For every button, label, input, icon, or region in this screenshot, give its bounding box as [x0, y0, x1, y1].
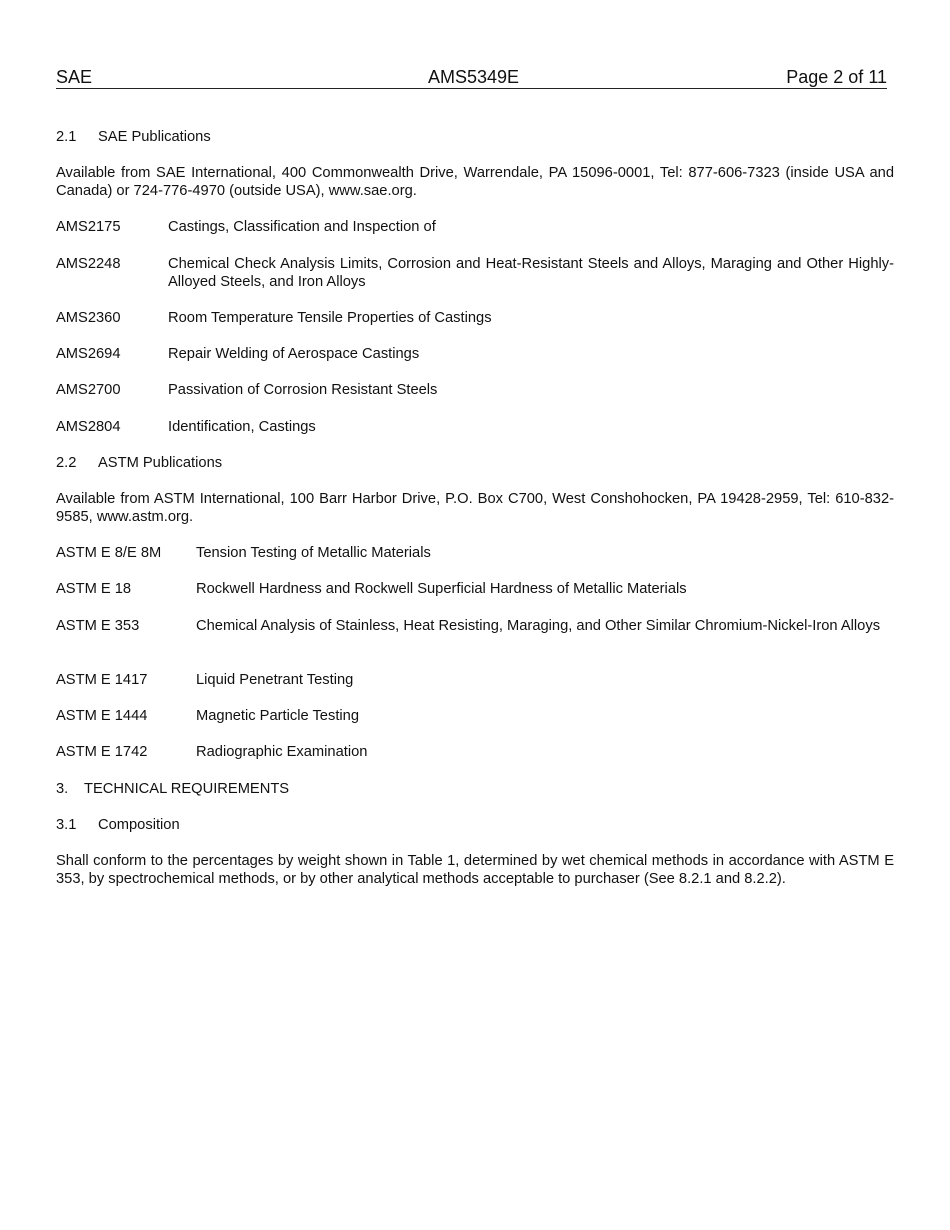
header-page-number: Page 2 of 11 [786, 67, 887, 87]
reference-code: ASTM E 1742 [56, 744, 148, 760]
reference-item [56, 581, 894, 599]
reference-item [56, 256, 894, 291]
reference-code: ASTM E 1417 [56, 672, 148, 688]
reference-title: Rockwell Hardness and Rockwell Superficial Hardness of Metallic Materials [196, 581, 687, 597]
reference-item [56, 310, 894, 328]
reference-code: AMS2248 [56, 256, 121, 272]
page-header [56, 67, 887, 89]
reference-code: AMS2175 [56, 219, 121, 235]
reference-item [56, 382, 894, 400]
astm-availability-paragraph: Available from ASTM International, 100 Barr Harbor Drive, P.O. Box C700, West Conshohocken, PA 19428-2959, Tel: 610-832-9585, www.astm.org. [56, 491, 894, 525]
reference-title: Radiographic Examination [196, 744, 368, 760]
section-number: 3.1 [56, 817, 77, 833]
reference-code: AMS2804 [56, 419, 121, 435]
reference-item [56, 618, 894, 636]
reference-code: ASTM E 18 [56, 581, 132, 597]
section-title: Composition [98, 817, 180, 833]
reference-code: ASTM E 353 [56, 618, 140, 634]
section-number: 2.1 [56, 129, 77, 145]
reference-code: AMS2360 [56, 310, 121, 326]
section-3-1-heading [56, 817, 894, 835]
header-doc-number: AMS5349E [428, 67, 520, 87]
header-org: SAE [56, 67, 93, 87]
section-title: TECHNICAL REQUIREMENTS [84, 781, 290, 797]
reference-title: Liquid Penetrant Testing [196, 672, 354, 688]
reference-item [56, 744, 894, 762]
reference-title: Room Temperature Tensile Properties of Castings [168, 310, 492, 326]
reference-title: Tension Testing of Metallic Materials [196, 545, 431, 561]
section-number: 2.2 [56, 455, 77, 471]
reference-title: Identification, Castings [168, 419, 316, 435]
reference-item [56, 708, 894, 726]
section-title: ASTM Publications [98, 455, 223, 471]
reference-title: Chemical Analysis of Stainless, Heat Resisting, Maraging, and Other Similar Chromium-Nickel-Iron Alloys [196, 618, 881, 634]
reference-title: Chemical Check Analysis Limits, Corrosion and Heat-Resistant Steels and Alloys, Maraging and Other Highly-Alloyed Steels, and Iron Alloys [168, 256, 894, 290]
section-2-1-heading [56, 129, 894, 147]
reference-code: AMS2700 [56, 382, 121, 398]
reference-item [56, 346, 894, 364]
reference-title: Repair Welding of Aerospace Castings [168, 346, 420, 362]
section-title: SAE Publications [98, 129, 211, 145]
section-2-2-heading [56, 455, 894, 473]
reference-code: AMS2694 [56, 346, 121, 362]
section-number: 3. [56, 781, 69, 797]
reference-item [56, 419, 894, 437]
reference-item [56, 545, 894, 563]
reference-item [56, 219, 894, 237]
sae-availability-paragraph: Available from SAE International, 400 Commonwealth Drive, Warrendale, PA 15096-0001, Tel: 877-606-7323 (inside USA and Canada) or 724-776-4970 (outside USA), www.sae.org. [56, 165, 894, 199]
reference-item [56, 672, 894, 690]
reference-title: Magnetic Particle Testing [196, 708, 360, 724]
section-3-heading [56, 781, 894, 799]
reference-code: ASTM E 1444 [56, 708, 148, 724]
composition-paragraph: Shall conform to the percentages by weight shown in Table 1, determined by wet chemical methods in accordance with ASTM E 353, by spectrochemical methods, or by other analytical methods acceptable to purchaser (See 8.2.1 and 8.2.2). [56, 853, 894, 887]
reference-code: ASTM E 8/E 8M [56, 545, 162, 561]
reference-title: Castings, Classification and Inspection of [168, 219, 436, 235]
reference-title: Passivation of Corrosion Resistant Steels [168, 382, 438, 398]
